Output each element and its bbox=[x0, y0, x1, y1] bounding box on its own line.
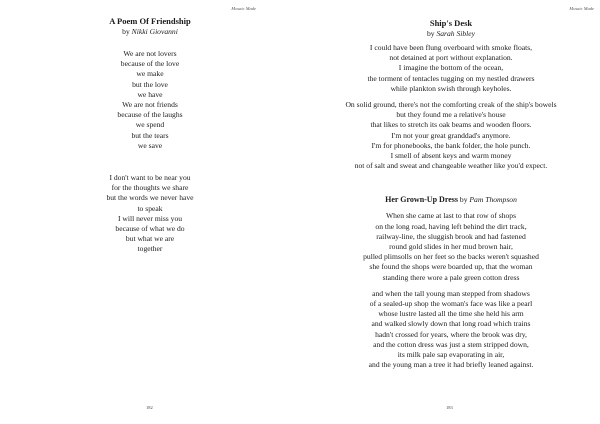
poem-line: whose lustre lasted all the time she held his arm bbox=[378, 309, 524, 319]
poem-line: but they found me a relative's house bbox=[396, 110, 506, 120]
poem-author: Pam Thompson bbox=[469, 195, 517, 205]
running-head-left: Mosaic Made bbox=[231, 6, 256, 11]
right-page bbox=[300, 0, 600, 424]
page-number-left: 182 bbox=[146, 405, 153, 410]
poem-byline bbox=[322, 29, 580, 39]
poem-line: we have bbox=[137, 89, 163, 99]
poem-line: we spend bbox=[135, 120, 165, 130]
poem-line: but the tears bbox=[131, 130, 169, 140]
poem-line: the torment of tentacles tugging on my nestled drawers bbox=[367, 73, 535, 83]
poem-line: but what we are bbox=[125, 234, 175, 244]
stanza bbox=[322, 289, 580, 371]
poem-line: but the love bbox=[132, 79, 168, 89]
poem-line: I smell of absent keys and warm money bbox=[390, 151, 512, 161]
stanza bbox=[70, 173, 230, 255]
poem-line: railway-line, the sluggish brook and had fastened bbox=[376, 231, 526, 241]
page-number-right: 183 bbox=[446, 405, 453, 410]
poem-line: but the words we never have bbox=[106, 193, 194, 203]
poem-line: I could have been flung overboard with smoke floats, bbox=[369, 43, 533, 52]
poem-ships-desk bbox=[322, 18, 580, 171]
poem-line: of a sealed-up shop the woman's face was like a pearl bbox=[369, 299, 533, 309]
by-word: by bbox=[122, 27, 130, 36]
poem-line: I'm for phonebooks, the bank folder, the hole punch. bbox=[371, 140, 531, 150]
poem-line: for the thoughts we share bbox=[111, 183, 189, 193]
poem-heading bbox=[322, 195, 580, 205]
poem-line: not detained at port without explanation. bbox=[389, 53, 513, 63]
poem-line: not of salt and sweat and changeable weather like you'd expect. bbox=[354, 161, 548, 171]
poem-line: and the cotton dress was just a stem stripped down, bbox=[373, 339, 529, 349]
poem-line: while plankton swish through keyholes. bbox=[390, 83, 512, 93]
stanza bbox=[70, 100, 230, 151]
poem-line: pulled plimsolls on her feet so the backs weren't squashed bbox=[363, 252, 539, 262]
poem-line: We are not friends bbox=[122, 100, 178, 110]
poem-author: Nikki Giovanni bbox=[131, 27, 178, 36]
poem-friendship bbox=[70, 16, 230, 255]
poem-line: When she came at last to that row of shops bbox=[385, 211, 517, 221]
poem-byline bbox=[70, 27, 230, 37]
poem-title: A Poem Of Friendship bbox=[109, 16, 191, 26]
poem-line: because of the love bbox=[120, 59, 180, 69]
stanza bbox=[322, 100, 580, 171]
poem-grown-up-dress bbox=[322, 195, 580, 370]
poem-line: hadn't crossed for years, where the brook was dry, bbox=[375, 329, 527, 339]
poem-line: I imagine the bottom of the ocean, bbox=[398, 63, 504, 73]
poem-line: I will never miss you bbox=[117, 213, 183, 223]
poem-title: Ship's Desk bbox=[429, 18, 473, 28]
poem-line: she found the shops were boarded up, that the woman bbox=[369, 262, 533, 272]
poem-line: to speak bbox=[137, 203, 163, 213]
poem-line: we make bbox=[136, 69, 164, 79]
stanza bbox=[70, 49, 230, 100]
running-head-right: Mosaic Made bbox=[569, 6, 594, 11]
poem-line: together bbox=[137, 244, 163, 254]
by-word: by bbox=[459, 195, 468, 205]
poem-line: because of the laughs bbox=[117, 110, 183, 120]
poem-line: round gold slides in her mud brown hair, bbox=[389, 242, 513, 252]
poem-line: because of what we do bbox=[115, 224, 185, 234]
by-word: by bbox=[426, 29, 435, 38]
stanza bbox=[322, 211, 580, 282]
poem-author: Sarah Sibley bbox=[436, 29, 476, 38]
poem-line: I'm not your great granddad's anymore. bbox=[391, 130, 511, 140]
right-column bbox=[322, 18, 580, 370]
poem-line: On solid ground, there's not the comforting creak of the ship's bowels bbox=[345, 100, 557, 110]
poem-line: and walked slowly down that long road which trains bbox=[371, 319, 531, 329]
poem-line: We are not lovers bbox=[123, 49, 177, 58]
poem-line: I don't want to be near you bbox=[109, 173, 191, 183]
poem-line: we save bbox=[137, 140, 163, 150]
poem-line: its milk pale sap evaporating in air, bbox=[397, 350, 505, 360]
poem-title: Her Grown-Up Dress bbox=[385, 195, 458, 205]
poem-line: that likes to stretch its oak beams and wooden floors. bbox=[370, 120, 532, 130]
poem-line: and the young man a tree it had briefly leaned against. bbox=[368, 360, 534, 370]
poem-line: and when the tall young man stepped from shadows bbox=[372, 288, 530, 298]
poem-line: standing there wore a pale green cotton dress bbox=[382, 272, 520, 282]
poem-line: on the long road, having left behind the dirt track, bbox=[375, 221, 527, 231]
stanza bbox=[322, 43, 580, 94]
